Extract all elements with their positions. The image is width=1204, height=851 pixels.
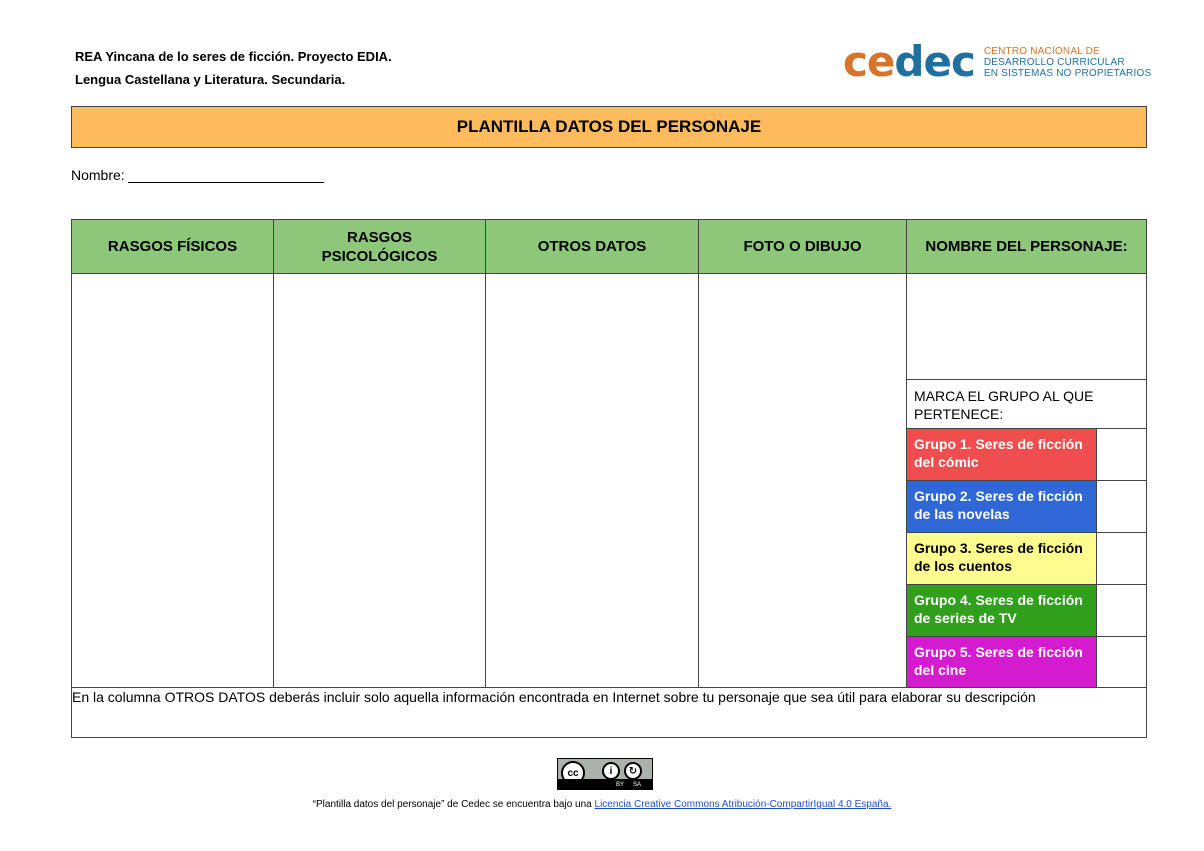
share-alike-icon: ↻ (624, 762, 642, 780)
cell-otros-datos[interactable] (486, 274, 699, 688)
header-project: REA Yincana de lo seres de ficción. Proyecto EDIA. (75, 49, 392, 64)
cell-foto-dibujo[interactable] (699, 274, 907, 688)
group-row-2 (907, 481, 1146, 533)
group-label-4: Grupo 4. Seres de ficción de series de TV (907, 585, 1097, 636)
header-foto-dibujo: FOTO O DIBUJO (699, 220, 907, 274)
logo-sub-2: DESARROLLO CURRICULAR (983, 56, 1125, 68)
by-person-icon: i (602, 762, 620, 780)
license-link[interactable]: Licencia Creative Commons Atribución-CompartirIgual 4.0 España. (594, 799, 892, 810)
cc-by-sa-badge[interactable] (557, 758, 653, 790)
group-checkbox-3[interactable] (1097, 533, 1146, 584)
header-nombre-personaje: NOMBRE DEL PERSONAJE: (907, 220, 1147, 274)
logo-word-dec: dec (894, 37, 975, 86)
cedec-logo (843, 37, 1152, 86)
header-subject: Lengua Castellana y Literatura. Secundaria. (75, 72, 346, 87)
title-banner (71, 106, 1147, 148)
logo-sub-1: CENTRO NACIONAL DE (983, 45, 1100, 57)
nombre-field (71, 167, 324, 183)
cc-by-label: BY (616, 782, 625, 788)
group-row-3 (907, 533, 1146, 585)
marca-grupo-label: MARCA EL GRUPO AL QUE PERTENECE: (907, 380, 1146, 429)
group-row-5 (907, 637, 1146, 687)
group-label-5: Grupo 5. Seres de ficción del cine (907, 637, 1097, 687)
logo-word-ce: ce (843, 37, 895, 86)
character-table (71, 219, 1147, 738)
group-checkbox-1[interactable] (1097, 429, 1146, 480)
group-checkbox-2[interactable] (1097, 481, 1146, 532)
group-label-1: Grupo 1. Seres de ficción del cómic (907, 429, 1097, 480)
cell-nombre-personaje (907, 274, 1147, 688)
group-checkbox-4[interactable] (1097, 585, 1146, 636)
cell-rasgos-fisicos[interactable] (72, 274, 274, 688)
header-otros-datos: OTROS DATOS (486, 220, 699, 274)
group-row-1 (907, 429, 1146, 481)
license-text: “Plantilla datos del personaje” de Cedec se encuentra bajo una (312, 799, 595, 810)
page-title: PLANTILLA DATOS DEL PERSONAJE (456, 117, 762, 136)
cell-rasgos-psicologicos[interactable] (274, 274, 486, 688)
group-checkbox-5[interactable] (1097, 637, 1146, 687)
group-label-2: Grupo 2. Seres de ficción de las novelas (907, 481, 1097, 532)
group-label-3: Grupo 3. Seres de ficción de los cuentos (907, 533, 1097, 584)
nombre-personaje-box[interactable] (907, 274, 1146, 380)
nombre-label: Nombre: (71, 167, 125, 183)
cc-sa-label: SA (633, 782, 642, 788)
group-row-4 (907, 585, 1146, 637)
instruction-note: En la columna OTROS DATOS deberás incluir solo aquella información encontrada en Internet sobre tu personaje que sea útil para elaborar su descripción (72, 688, 1147, 738)
logo-sub-3: EN SISTEMAS NO PROPIETARIOS (983, 67, 1152, 79)
header-rasgos-psicologicos: RASGOS PSICOLÓGICOS (274, 220, 486, 274)
header-rasgos-fisicos: RASGOS FÍSICOS (72, 220, 274, 274)
cc-icon: cc (561, 761, 585, 785)
nombre-blank-line[interactable] (128, 168, 324, 183)
group-list (907, 429, 1146, 687)
license-footer (0, 799, 1204, 810)
